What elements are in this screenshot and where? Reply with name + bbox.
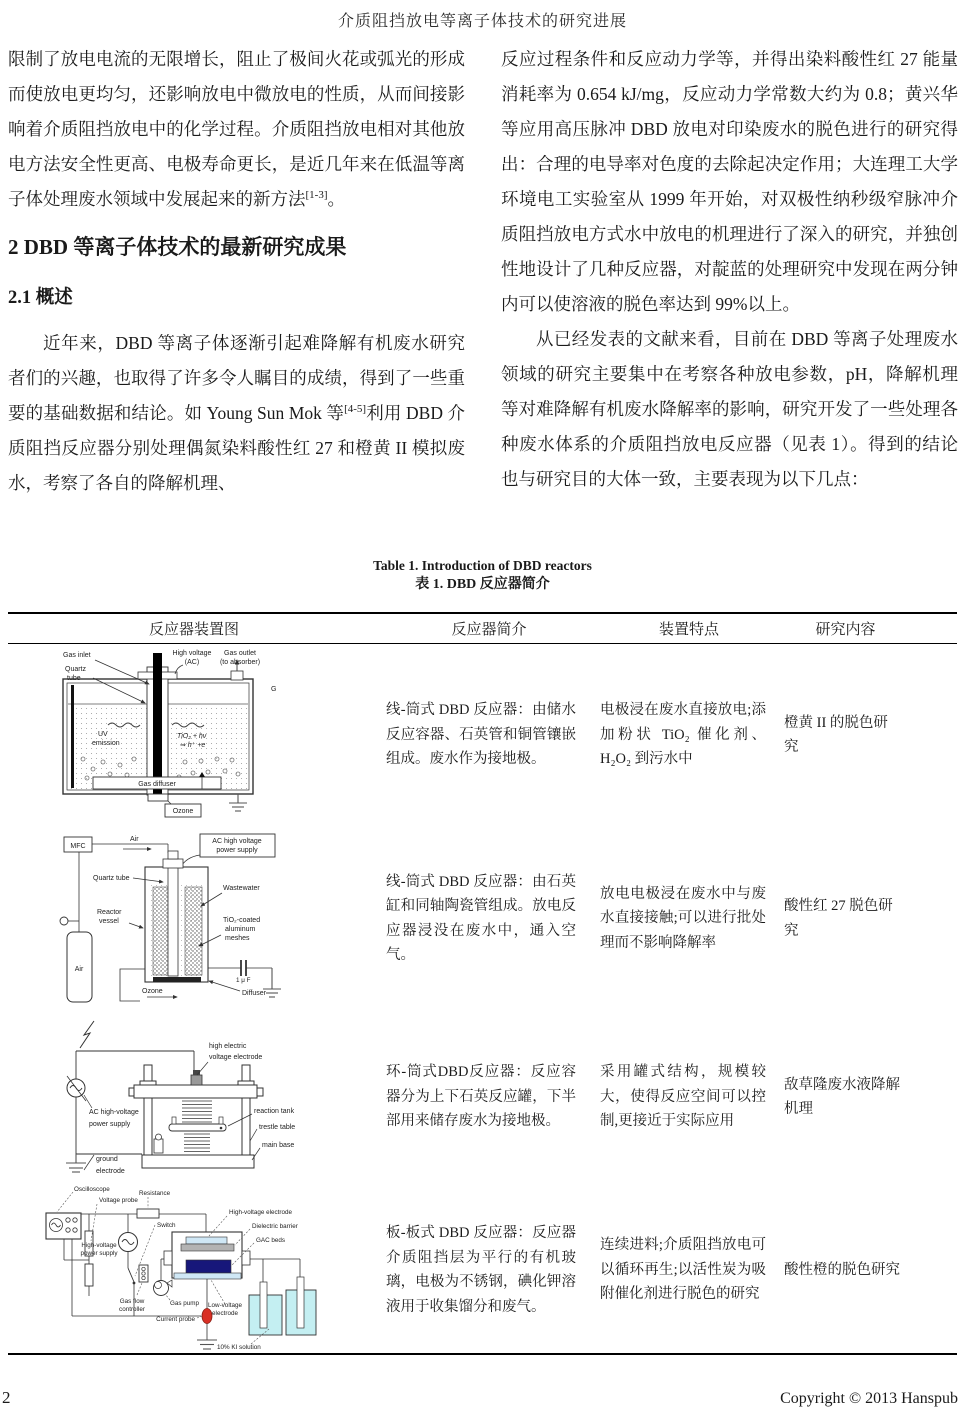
quartz-jar-dbd-diagram — [35, 829, 353, 1009]
gas-inlet-label: Gas inlet — [63, 652, 91, 659]
lightning-icon — [80, 1021, 94, 1048]
hv-electrode-label: voltage electrode — [209, 1054, 263, 1061]
wastewater-label: Wastewater — [223, 884, 260, 892]
uv-emission-label: emission — [92, 740, 120, 747]
gac-beds-label: GAC beds — [256, 1237, 286, 1244]
table-caption-en: Table 1. Introduction of DBD reactors — [373, 558, 592, 573]
research-topic: 敌草隆废水液降解机理 — [784, 1076, 900, 1117]
section-heading: 2 DBD 等离子体技术的最新研究成果 — [8, 235, 347, 259]
ground-symbol — [66, 1154, 86, 1172]
research-topic: 橙黄 II 的脱色研究 — [784, 714, 888, 755]
low-voltage-electrode-label: Low-voltage — [208, 1302, 242, 1309]
reactor-vessel-label: Reactor — [97, 908, 122, 916]
paragraph-text: 。 — [327, 189, 345, 209]
ground-electrode-label: electrode — [96, 1168, 125, 1175]
high-voltage-label: High voltage — [172, 650, 212, 657]
switch-label: Switch — [157, 1222, 176, 1229]
ring-cylinder-dbd-diagram — [44, 1013, 344, 1181]
reaction-tank-tray — [169, 1117, 226, 1131]
dielectric-barrier-label: Dielectric barrier — [252, 1223, 298, 1230]
reactor-intro: 板-板式 DBD 反应器：反应器介质阻挡层为平行的有机玻璃，电极为不锈钢，碘化钾溶液用于收集馏分和废气。 — [386, 1225, 576, 1315]
resistance-box — [137, 1209, 159, 1218]
vessel-arrow — [129, 923, 143, 928]
quartz-arrow — [133, 878, 163, 882]
ozone-label: Ozone — [172, 808, 194, 815]
voltage-probe-label: Voltage probe — [99, 1197, 138, 1204]
tio2-reaction-label: TiO₂ + hν — [177, 733, 207, 740]
ac-power-supply-label: power supply — [216, 846, 258, 854]
diffuser-label: Diffuser — [242, 989, 266, 997]
paragraph-text: 限制了放电电流的无限增长，阻止了极间火花或弧光的形成而使放电更均匀，还影响放电中微放电的性质，从而间接影响着介质阻挡放电中的化学过程。介质阻挡放电相对其他放电方法安全性更高、电极寿命更长，是近几年来在低温等离子体处理废水领域中发展起来的新方法 — [8, 49, 465, 209]
paragraph-text: 利用 DBD 介质阻挡反应器分别处理偶氮染料酸性红 27 和橙黄 II 模拟废水，考察了各自的降解机理、 — [8, 403, 466, 493]
right-column — [501, 42, 958, 497]
oscilloscope — [46, 1213, 81, 1239]
ki-solution-beakers — [249, 1277, 316, 1335]
paragraph — [8, 42, 465, 217]
switch-contact — [128, 1268, 135, 1284]
copyright-notice: Copyright © 2013 Hanspub — [780, 1390, 958, 1407]
ground-symbol — [197, 1340, 217, 1349]
capacitor — [208, 960, 272, 976]
table-row — [8, 1183, 957, 1357]
hv-electrode-label: High-voltage electrode — [229, 1209, 293, 1216]
circuit-wires — [76, 1051, 194, 1154]
hv-electrode-stud — [191, 1070, 202, 1085]
ac-power-supply-label: power supply — [89, 1121, 131, 1128]
tio2-mesh-label: meshes — [225, 934, 250, 942]
reactor-diagram-cell — [8, 1013, 380, 1181]
gas-outlet-label: Gas outlet — [224, 650, 256, 657]
main-base-label: main base — [262, 1142, 295, 1149]
air-line — [92, 844, 168, 853]
hv-power-supply — [119, 1233, 138, 1252]
reactor-features: 连续进料;介质阻挡放电可以循环再生;以活性炭为吸附催化剂进行脱色的研究 — [600, 1237, 766, 1303]
table-row — [8, 826, 957, 1011]
table-caption — [0, 556, 965, 595]
resistance-label: Resistance — [139, 1190, 171, 1197]
subsection-heading: 2.1 概述 — [8, 288, 73, 308]
reactor-chamber — [164, 1232, 250, 1279]
wastewater-arrow — [201, 893, 222, 906]
air-label: Air — [130, 835, 139, 843]
ac-power-supply-label: AC high voltage — [212, 837, 262, 845]
column-header-diagram: 反应器装置图 — [148, 622, 239, 638]
mfc-label: MFC — [70, 842, 86, 850]
high-voltage-label: (AC) — [184, 659, 200, 666]
ground-electrode-label: ground — [96, 1156, 118, 1163]
reactor-diagram-cell — [8, 829, 380, 1009]
reactor-intro: 线-筒式 DBD 反应器：由石英缸和同轴陶瓷管组成。放电反应器浸没在废水中，通入空气。 — [386, 873, 576, 963]
quartz-tube-arrow — [93, 678, 145, 703]
gas-pump — [154, 1280, 173, 1296]
tio2-mesh-label: aluminum — [225, 925, 256, 933]
current-probe-label: Current probe — [156, 1316, 195, 1323]
reaction-tank-label: reaction tank — [254, 1108, 295, 1115]
wire-cylinder-dbd-diagram — [35, 647, 353, 823]
gas-outlet-label: (to absorber) — [219, 659, 261, 666]
page-number: 2 — [2, 1388, 11, 1407]
quartz-tube-label: Quartz — [65, 666, 87, 673]
reactor-diagram-cell — [8, 1183, 380, 1357]
reactor-intro: 线-筒式 DBD 反应器：由储水反应容器、石英管和铜管镶嵌组成。废水作为接地极。 — [386, 702, 576, 768]
reactor-features: 采用罐式结构，规模较大，使得反应空间可以控制,更接近于实际应用 — [600, 1064, 766, 1130]
ground-symbol — [229, 794, 247, 811]
cropped-gas-label: G — [271, 686, 277, 693]
reactor-diagram-cell — [8, 647, 380, 823]
uv-emission-label: UV — [98, 731, 108, 738]
quartz-tube-label: tube — [67, 675, 81, 682]
low-voltage-electrode-label: electrode — [212, 1310, 238, 1317]
column-header-features: 装置特点 — [658, 622, 719, 638]
current-probe — [202, 1309, 212, 1324]
research-topic: 酸性红 27 脱色研究 — [784, 898, 893, 939]
plate-plate-dbd-diagram — [39, 1183, 349, 1357]
hv-electrode-label: high electric — [209, 1043, 247, 1050]
motor-box — [154, 1134, 163, 1153]
hv-power-supply-label: power supply — [80, 1250, 118, 1257]
hv-power-supply-label: High-voltage — [81, 1242, 117, 1249]
table-row — [8, 1011, 957, 1183]
reactor-vessel — [145, 851, 208, 982]
reactor-features: 放电电极浸在废水中与废水直接接触;可以进行批处理而不影响降解率 — [600, 885, 766, 951]
ac-power-supply-label: AC high-voltage — [89, 1109, 139, 1116]
reactor-intro: 环-筒式DBD反应器：反应容器分为上下石英反应罐，下半部用来储存废水为接地极。 — [386, 1064, 576, 1130]
table-caption-zh: 表 1. DBD 反应器简介 — [415, 577, 550, 592]
gas-diffuser-label: Gas diffuser — [138, 781, 176, 788]
gas-flow-controller-label: Gas flow — [119, 1298, 145, 1305]
paragraph — [8, 326, 465, 501]
ac-source — [67, 1076, 86, 1101]
paragraph: 反应过程条件和反应动力学等，并得出染料酸性红 27 能量消耗率为 0.654 kJ/mg，反应动力学常数大约为 0.8；黄兴华等应用高压脉冲 DBD 放电对印染废水的脱色进行的研究得出：合理的电导率对色度的去除起决定作用；大连理工大学环境电工实验室从 1999 年开始，对双极性纳秒级窄脉冲介质阻挡放电方式水中放电的机理进行了深入的研究，并独创性地设计了几种反应器，对靛蓝的处理研究中发现在两分钟内可以使溶液的脱色率达到 99%以上。 — [501, 49, 958, 314]
table-header-row — [8, 614, 957, 644]
gas-flow-controller-box — [139, 1265, 148, 1282]
reactor-vessel-label: vessel — [99, 917, 119, 925]
reactor-features: 电极浸在废水直接放电;添加粉状 TiO₂ 催化剂、H₂O₂ 到污水中 — [600, 702, 766, 768]
capacitor-label: 1 μ F — [236, 976, 251, 984]
air-cylinder-label: Air — [74, 965, 84, 973]
running-head-title: 介质阻挡放电等离子体技术的研究进展 — [337, 13, 627, 30]
air-cylinder — [60, 852, 92, 1002]
table-row — [8, 644, 957, 826]
gas-pump-label: Gas pump — [170, 1300, 200, 1307]
reference-superscript: [4-5] — [344, 403, 367, 416]
tio2-reaction-label: ⇒ h⁺ +e — [180, 742, 206, 749]
gas-flow-controller-label: controller — [119, 1306, 145, 1313]
trestle-table-label: trestle table — [259, 1124, 296, 1131]
quartz-tube-label: Quartz tube — [93, 874, 130, 882]
ozone-label: Ozone — [142, 987, 163, 995]
paragraph: 从已经发表的文献来看，目前在 DBD 等离子处理废水领域的研究主要集中在考察各种放电参数，pH，降解机理等对难降解有机废水降解率的影响，研究开发了一些处理各种废水体系的介质阻挡放电反应器（见表 1）。得到的结论也与研究目的大体一致，主要表现为以下几点： — [501, 329, 958, 489]
oscilloscope-label: Oscilloscope — [74, 1186, 110, 1193]
left-column — [8, 42, 465, 501]
reference-superscript: [1-3] — [305, 189, 328, 202]
column-header-research: 研究内容 — [815, 622, 876, 638]
research-topic: 酸性橙的脱色研究 — [784, 1261, 900, 1278]
paragraph-text: 近年来，DBD 等离子体逐渐引起难降解有机废水研究者们的兴趣，也取得了许多令人瞩目的成绩，得到了一些重要的基础数据和结论。如 Young Sun Mok 等 — [8, 333, 465, 423]
dbd-reactors-table — [8, 612, 957, 1355]
column-header-intro: 反应器简介 — [451, 622, 527, 638]
tio2-mesh-label: TiO₂-coated — [223, 916, 261, 924]
ki-solution-label: 10% KI solution — [217, 1344, 261, 1351]
